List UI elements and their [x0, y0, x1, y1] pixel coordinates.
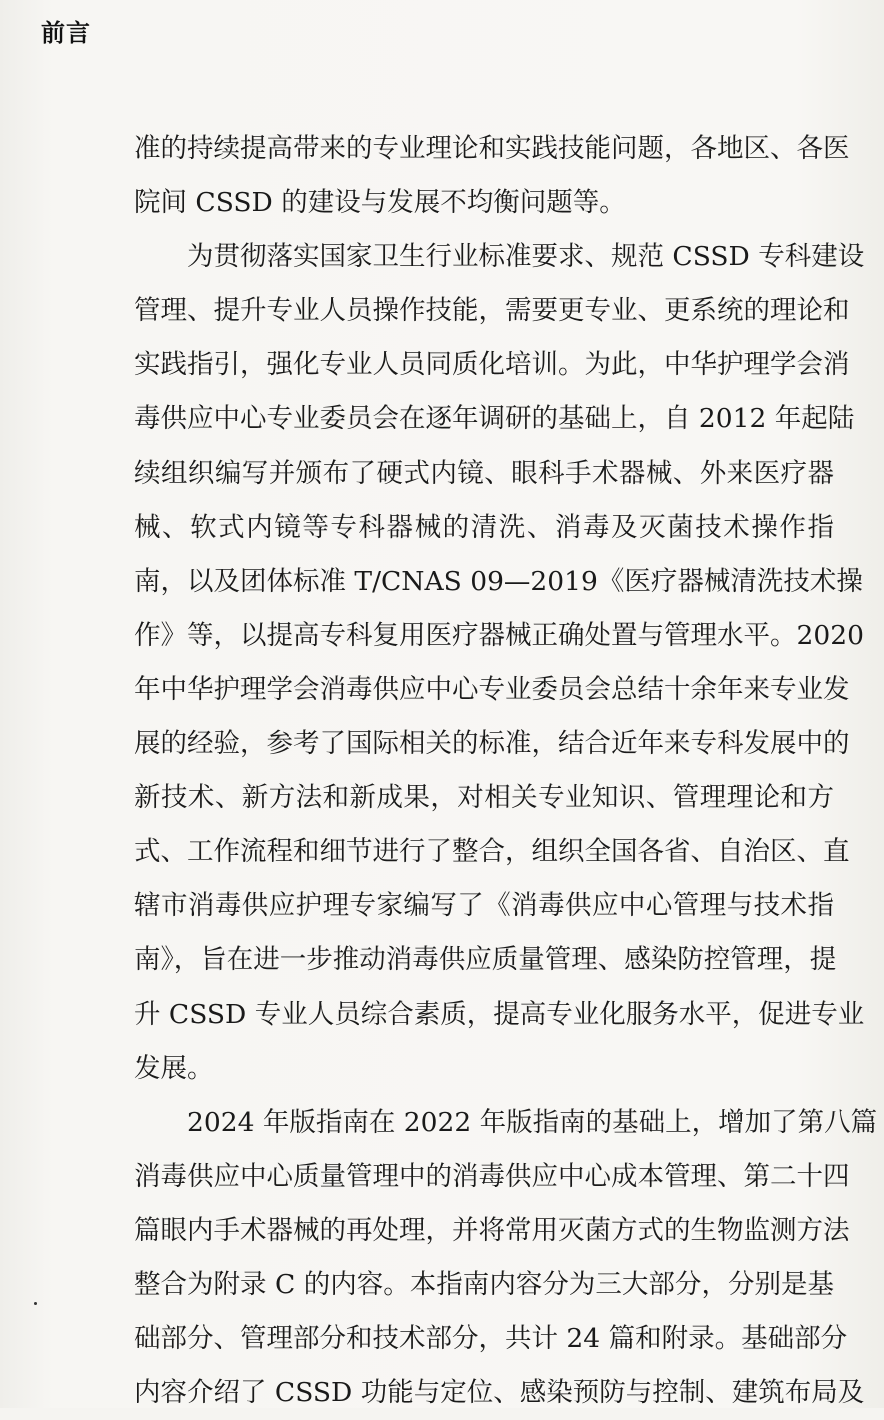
text-line: 续组织编写并颁布了硬式内镜、眼科手术器械、外来医疗器	[134, 457, 834, 489]
text-line: 篇眼内手术器械的再处理，并将常用灭菌方式的生物监测方法	[134, 1214, 850, 1246]
text-line: 内容介绍了 CSSD 功能与定位、感染预防与控制、建筑布局及	[134, 1377, 865, 1409]
text-line: 展的经验，参考了国际相关的标准，结合近年来专科发展中的	[134, 728, 850, 760]
text-line: 消毒供应中心质量管理中的消毒供应中心成本管理、第二十四	[134, 1160, 850, 1192]
text-line: 南，以及团体标准 T/CNAS 09—2019《医疗器械清洗技术操	[134, 565, 863, 597]
text-line: 式、工作流程和细节进行了整合，组织全国各省、自治区、直	[134, 836, 850, 868]
text-line: 辖市消毒供应护理专家编写了《消毒供应中心管理与技术指	[134, 890, 834, 922]
body-text	[134, 122, 878, 1420]
text-line: 升 CSSD 专业人员综合素质，提高专业化服务水平，促进专业	[134, 998, 865, 1030]
text-line: 南》，旨在进一步推动消毒供应质量管理、感染防控管理，提	[134, 944, 837, 976]
text-line: 为贯彻落实国家卫生行业标准要求、规范 CSSD 专科建设	[187, 241, 865, 273]
paper-speck	[34, 1302, 37, 1305]
text-line: 管理、提升专业人员操作技能，需要更专业、更系统的理论和	[134, 295, 850, 327]
text-line: 2024 年版指南在 2022 年版指南的基础上，增加了第八篇	[187, 1106, 878, 1138]
text-line: 院间 CSSD 的建设与发展不均衡问题等。	[134, 187, 626, 219]
running-header-title: 前言	[41, 19, 91, 47]
text-line: 械、软式内镜等专科器械的清洗、消毒及灭菌技术操作指	[134, 511, 834, 543]
text-line: 毒供应中心专业委员会在逐年调研的基础上，自 2012 年起陆	[134, 403, 855, 435]
text-line: 发展。	[134, 1052, 214, 1084]
text-line: 新技术、新方法和新成果，对相关专业知识、管理理论和方	[134, 782, 834, 814]
text-line: 准的持续提高带来的专业理论和实践技能问题，各地区、各医	[134, 133, 850, 164]
text-line: 整合为附录 C 的内容。本指南内容分为三大部分，分别是基	[134, 1268, 834, 1300]
text-line: 实践指引，强化专业人员同质化培训。为此，中华护理学会消	[134, 349, 850, 381]
text-line: 础部分、管理部分和技术部分，共计 24 篇和附录。基础部分	[134, 1323, 848, 1355]
text-line: 作》等，以提高专科复用医疗器械正确处置与管理水平。2020	[134, 619, 864, 651]
text-line: 年中华护理学会消毒供应中心专业委员会总结十余年来专业发	[134, 673, 850, 705]
